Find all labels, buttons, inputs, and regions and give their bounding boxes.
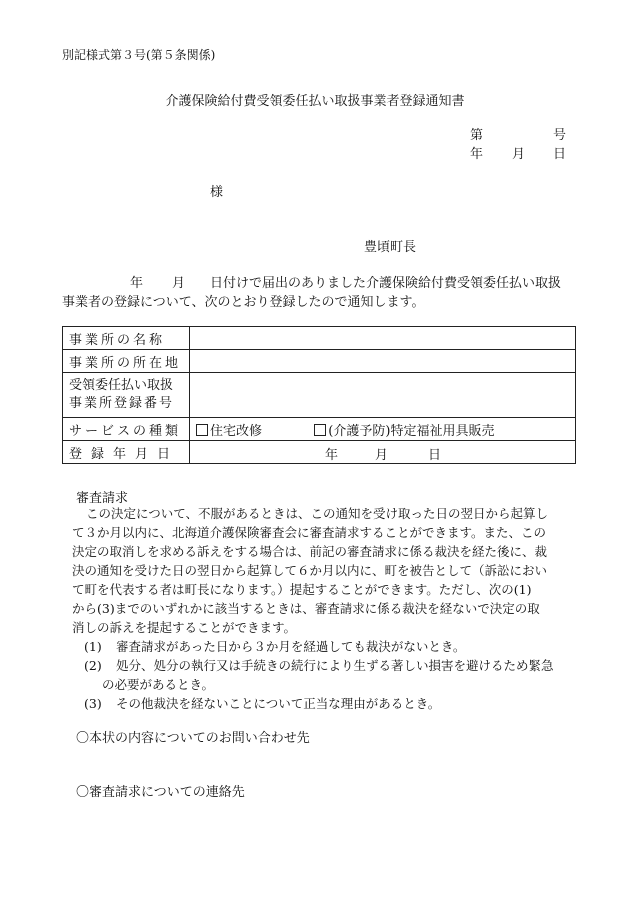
form-reference: 別記様式第３号(第５条関係) <box>62 48 216 62</box>
registration-date-month: 月 <box>375 448 389 463</box>
table-row <box>63 418 576 441</box>
issue-date-month: 月 <box>512 147 526 162</box>
housing-renovation-checkbox[interactable] <box>196 424 208 436</box>
appeal-body-line: て３か月以内に、北海道介護保険審査会に審査請求することができます。また、この <box>72 525 547 540</box>
appeal-body-line: から(3)までのいずれかに該当するときは、審査請求に係る裁決を経ないで決定の取 <box>72 601 540 616</box>
appeal-body-line: て町を代表する者は町長になります。）提起することができます。ただし、次の(1) <box>72 582 532 597</box>
intro-line1: 日付けで届出のありました介護保険給付費受領委任払い取扱 <box>210 276 562 291</box>
registration-date-label: 登録年月日 <box>63 441 190 464</box>
appeal-body-line: 決の通知を受けた日の翌日から起算して６か月以内に、町を被告として（訴訟におい <box>72 563 548 578</box>
intro-line2: 事業者の登録について、次のとおり登録したので通知します。 <box>62 295 425 310</box>
office-address-value <box>190 350 576 373</box>
registration-number-label <box>63 373 190 418</box>
intro-month: 月 <box>172 276 186 291</box>
addressee-suffix: 様 <box>210 185 224 200</box>
registration-number-label-line2: 事業所登録番号 <box>69 396 175 411</box>
appeal-item-num: (3) <box>84 696 102 711</box>
doc-number-prefix: 第 <box>470 128 484 143</box>
service-type-label: サービスの種類 <box>63 418 190 441</box>
appeal-item-text: その他裁決を経ないことについて正当な理由があるとき。 <box>116 696 441 711</box>
table-row <box>63 350 576 373</box>
registration-number-value <box>190 373 576 418</box>
table-row <box>63 373 576 418</box>
appeal-item-text-cont: の必要があるとき。 <box>102 677 215 692</box>
appeal-body-line: 決定の取消しを求める訴えをする場合は、前記の審査請求に係る裁決を経た後に、裁 <box>72 544 548 559</box>
office-name-label: 事業所の名称 <box>63 327 190 350</box>
appeal-item-text: 審査請求があった日から３か月を経過しても裁決がないとき。 <box>116 639 466 654</box>
table-row <box>63 327 576 350</box>
office-address-label: 事業所の所在地 <box>63 350 190 373</box>
appeal-heading: 審査請求 <box>76 491 129 506</box>
appeal-item-num: (1) <box>84 639 102 654</box>
office-name-value <box>190 327 576 350</box>
appeal-body-line: 消しの訴えを提起することができます。 <box>72 620 297 635</box>
doc-number-suffix: 号 <box>553 128 567 143</box>
appeal-contact: 〇審査請求についての連絡先 <box>76 785 245 800</box>
issue-date-day: 日 <box>553 147 567 162</box>
registration-date-year: 年 <box>325 448 339 463</box>
sender-name: 豊頃町長 <box>364 240 417 255</box>
welfare-equipment-label: (介護予防)特定福祉用具販売 <box>328 423 495 439</box>
registration-table <box>62 326 576 464</box>
service-type-value <box>190 418 576 441</box>
issue-date-year: 年 <box>470 147 484 162</box>
registration-date-day: 日 <box>428 448 442 463</box>
appeal-body-line: この決定について、不服があるときは、この通知を受け取った日の翌日から起算し <box>86 506 549 521</box>
table-row <box>63 441 576 464</box>
appeal-item-text: 処分、処分の執行又は手続きの続行により生ずる著しい損害を避けるため緊急 <box>116 658 554 673</box>
registration-number-label-line1: 受領委任払い取扱 <box>69 378 174 393</box>
registration-date-value <box>190 441 576 464</box>
inquiry-contact: 〇本状の内容についてのお問い合わせ先 <box>76 731 310 746</box>
appeal-item-num: (2) <box>84 658 102 673</box>
housing-renovation-label: 住宅改修 <box>210 423 263 439</box>
document-title: 介護保険給付費受領委任払い取扱事業者登録通知書 <box>165 94 465 109</box>
welfare-equipment-checkbox[interactable] <box>314 424 326 436</box>
intro-year: 年 <box>130 276 144 291</box>
